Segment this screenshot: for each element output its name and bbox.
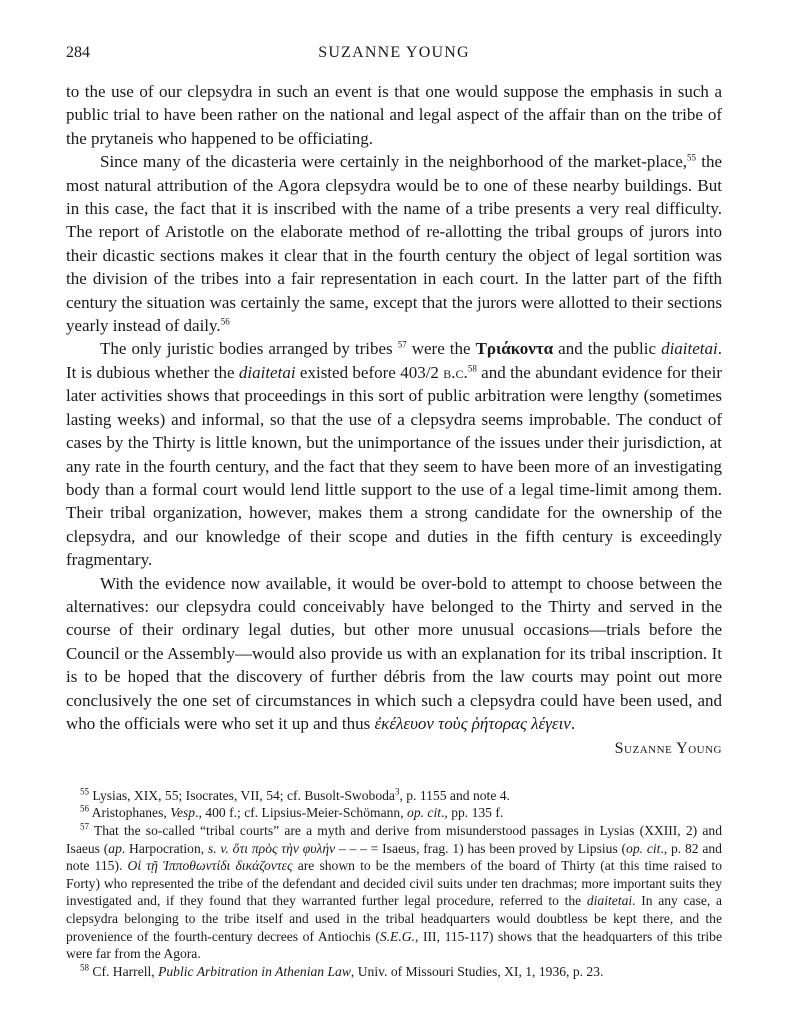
greek-term: Τριάκοντα — [475, 339, 554, 359]
greek-quote: ἐκέλευον τοὺς ῥήτορας λέγειν — [374, 713, 571, 733]
footnote-55 — [66, 787, 722, 805]
paragraph-text: . — [570, 713, 576, 733]
paragraph-text: . It is dubious whether the — [66, 339, 722, 382]
greek-quote: ὅτι πρὸς τὴν φυλήν — [228, 840, 336, 856]
paragraph-text: to the use of our clepsydra in such an event is that one would suppose the emphasis in such a public trial to have been rather on the national and legal aspect of the affair than on the tribe of the prytaneis who happened to be officiating. — [66, 82, 722, 148]
page-header — [66, 44, 722, 66]
italic-term: diaitetai — [586, 893, 633, 909]
paragraph-text: existed before 403/2 — [295, 362, 444, 382]
italic-term: op. cit — [407, 805, 441, 821]
paragraph-4 — [66, 572, 722, 736]
greek-quote: Οἱ τῇ Ἱπποθωντίδι δικάζοντες — [127, 858, 293, 874]
footnote-58 — [66, 963, 722, 981]
footnote-57 — [66, 822, 722, 963]
italic-term: ap — [108, 840, 122, 856]
paragraph-text: With the evidence now available, it would be over-bold to attempt to choose between the alternatives: our clepsydra could conceivably have belonged to the Thirty and served in the course of their ordinary legal duties, but other more unusual occasions—trials before the Council or the Assembly—would also provide us with an explanation for its tribal inscription. It is to be hoped that the discovery of further débris from the law courts may point out more conclusively the one set of circumstances in which such a clepsydra could have been used, and who the officials were who set it up and thus — [66, 573, 722, 733]
paragraph-text: were the — [406, 339, 476, 359]
footnote-text: ., pp. 135 f. — [441, 805, 504, 821]
paragraph-text: and the public — [553, 339, 662, 359]
running-head: SUZANNE YOUNG — [318, 44, 470, 61]
footnote-text: – – – = Isaeus, frag. 1) has been proved by Lipsius ( — [335, 840, 627, 856]
author-signature: Suzanne Young — [614, 740, 722, 758]
italic-term: Vesp — [170, 805, 196, 821]
footnote-ref-58: 58 — [467, 363, 477, 374]
footnote-text: are shown to be the members of the board of Thirty (at this time raised to Forty) who represented the tribe of the defendant and decided civil suits under ten drachmas; more important suits they investigated and, if they found that they warranted further legal procedure, referred to the — [66, 858, 722, 909]
footnote-text: Lysias, XIX, 55; Isocrates, VII, 54; cf. Busolt-Swoboda — [89, 787, 395, 803]
paragraph-text: and the abundant evidence for their later activities shows that proceedings in this sort of public arbitration were lengthy (sometimes lasting weeks) and informal, so that the use of a clepsydra seems improbable. The conduct of cases by the Thirty is little known, but the unimportance of the issues under their jurisdiction, at any rate in the fourth century, and the fact that they seem to have been more of an investigating body than a formal court would lend little support to the use of a legal time-limit among them. Their tribal organization, however, makes them a strong candidate for the ownership of the clepsydra, and our knowledge of their scope and duties in the fifth century is exceedingly fragmentary. — [66, 362, 722, 570]
footnote-text: ., 400 f.; cf. Lipsius-Meier-Schömann, — [195, 805, 408, 821]
paragraph-text: The only juristic bodies arranged by tribes — [100, 339, 393, 359]
footnote-56 — [66, 804, 722, 822]
footnote-text: . Harpocration, — [121, 840, 208, 856]
paragraph-3 — [66, 337, 722, 571]
page — [66, 44, 722, 980]
italic-term: op. cit — [626, 840, 661, 856]
italic-term: S.E.G. — [379, 928, 415, 944]
italic-term: diaitetai — [661, 339, 718, 359]
italic-term: Public Arbitration in Athenian Law — [158, 963, 351, 979]
era-abbrev: b.c. — [443, 362, 468, 382]
footnote-text: , III, 115-117) shows that the headquarters of this tribe were far from the Agora. — [66, 928, 722, 962]
footnote-number: 56 — [80, 803, 89, 814]
edition-superscript: 3 — [394, 786, 400, 797]
footnote-text: ., p. 82 and note 115). — [66, 840, 722, 874]
paragraph-text: the most natural attribution of the Agora clepsydra would be to one of these nearby buildings. But in this case, the fact that it is inscribed with the name of a tribe presents a very real difficulty. The report of Aristotle on the elaborate method of re-allotting the tribal groups of jurors into their dicastic sections makes it clear that in the fourth century the object of legal sortition was the division of the tribes into a fair representation in each court. In the latter part of the fifth century the situation was certainly the same, except that the jurors were allotted to their sections yearly instead of daily. — [66, 152, 722, 336]
footnote-number: 58 — [80, 962, 89, 973]
italic-term: diaitetai — [238, 362, 296, 382]
footnote-text: , Univ. of Missouri Studies, XI, 1, 1936, p. 23. — [350, 963, 604, 979]
footnotes — [66, 787, 722, 981]
paragraph-1 — [66, 80, 722, 150]
footnote-text: Aristophanes, — [89, 805, 171, 821]
paragraph-text: Since many of the dicasteria were certainly in the neighborhood of the market-place, — [100, 152, 687, 172]
footnote-number: 57 — [80, 821, 89, 832]
footnote-text: , p. 1155 and note 4. — [399, 787, 510, 803]
footnote-ref-56: 56 — [220, 316, 230, 327]
paragraph-2 — [66, 150, 722, 337]
footnote-ref-57: 57 — [397, 339, 407, 350]
italic-term: s. v. — [207, 840, 229, 856]
footnote-text: . In any case, a clepsydra belonging to the tribe itself and used in the tribal headquarters would doubtless be kept there, and the provenience of the fourth-century decrees of Antiochis ( — [66, 893, 722, 944]
footnote-number: 55 — [80, 786, 89, 797]
footnote-text: Cf. Harrell, — [89, 963, 159, 979]
page-number: 284 — [66, 44, 90, 61]
footnote-text: That the so-called “tribal courts” are a myth and derive from misunderstood passages in Lysias (XXIII, 2) and Isaeus ( — [66, 822, 722, 856]
body-text — [66, 80, 722, 761]
footnote-ref-55: 55 — [687, 152, 696, 163]
